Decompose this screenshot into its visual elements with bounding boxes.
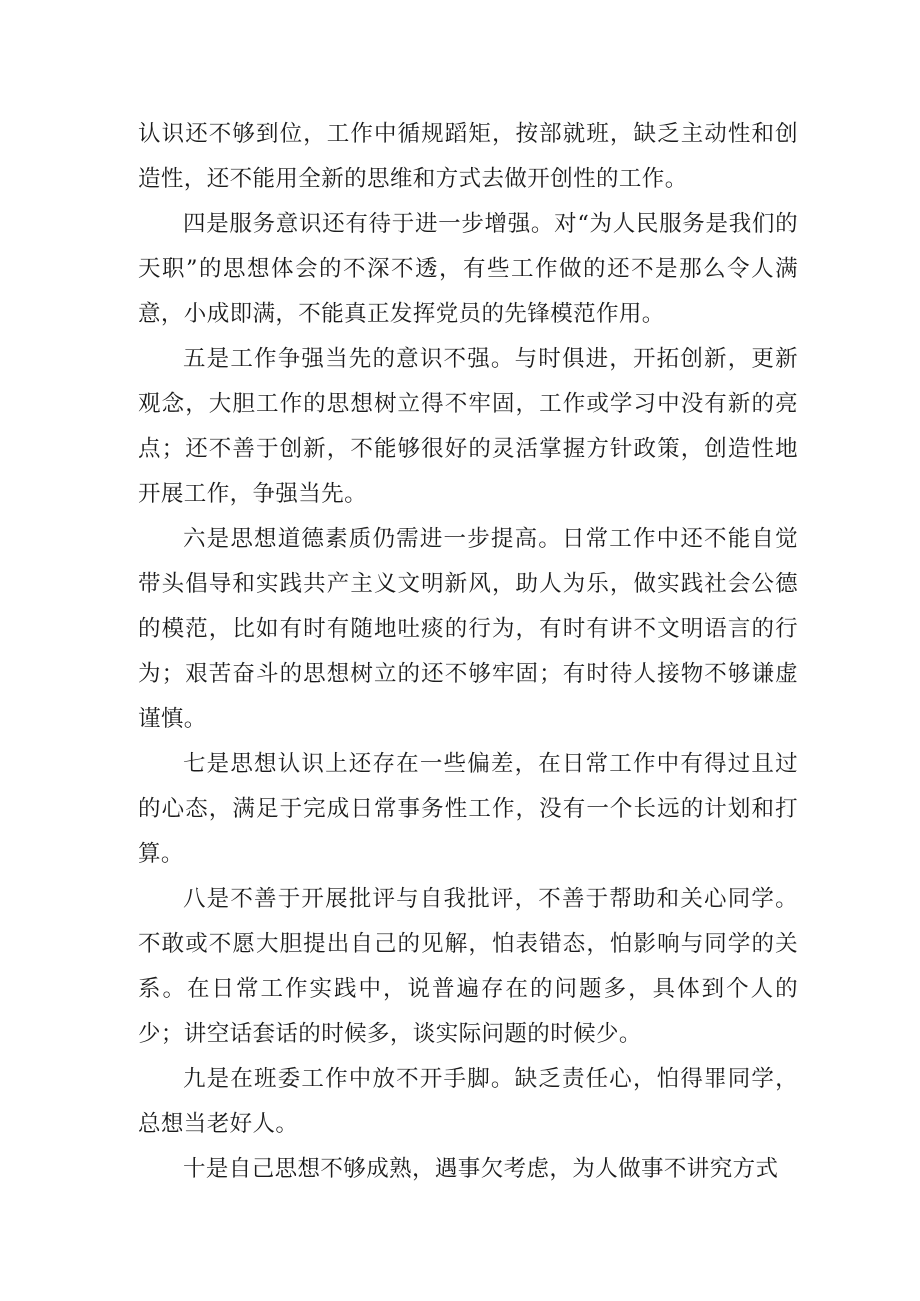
paragraph-item-6: 六是思想道德素质仍需进一步提高。日常工作中还不能自觉带头倡导和实践共产主义文明新风，助人为乐，做实践社会公德的模范，比如有时有随地吐痰的行为，有时有讲不文明语言的行为；艰苦奋斗的思想树立的还不够牢固；有时待人接物不够谦虚谨慎。: [138, 526, 798, 732]
paragraph-item-8: 八是不善于开展批评与自我批评，不善于帮助和关心同学。不敢或不愿大胆提出自己的见解，怕表错态，怕影响与同学的关系。在日常工作实践中，说普遍存在的问题多，具体到个人的少；讲空话套话的时候多，谈实际问题的时候少。: [138, 886, 798, 1047]
document-body: [138, 112, 798, 1192]
paragraph-item-7: 七是思想认识上还存在一些偏差，在日常工作中有得过且过的心态，满足于完成日常事务性工作，没有一个长远的计划和打算。: [138, 751, 798, 867]
paragraph-continuation: 认识还不够到位，工作中循规蹈矩，按部就班，缺乏主动性和创造性，还不能用全新的思维和方式去做开创性的工作。: [138, 121, 798, 192]
paragraph-item-5: 五是工作争强当先的意识不强。与时俱进，开拓创新，更新观念，大胆工作的思想树立得不牢固，工作或学习中没有新的亮点；还不善于创新，不能够很好的灵活掌握方针政策，创造性地开展工作，争强当先。: [138, 346, 798, 507]
paragraph-item-4: 四是服务意识还有待于进一步增强。对“为人民服务是我们的天职”的思想体会的不深不透，有些工作做的还不是那么令人满意，小成即满，不能真正发挥党员的先锋模范作用。: [138, 211, 798, 327]
paragraph-item-10: 十是自己思想不够成熟，遇事欠考虑，为人做事不讲究方式: [183, 1156, 779, 1182]
paragraph-item-9: 九是在班委工作中放不开手脚。缺乏责任心，怕得罪同学，总想当老好人。: [138, 1066, 798, 1137]
